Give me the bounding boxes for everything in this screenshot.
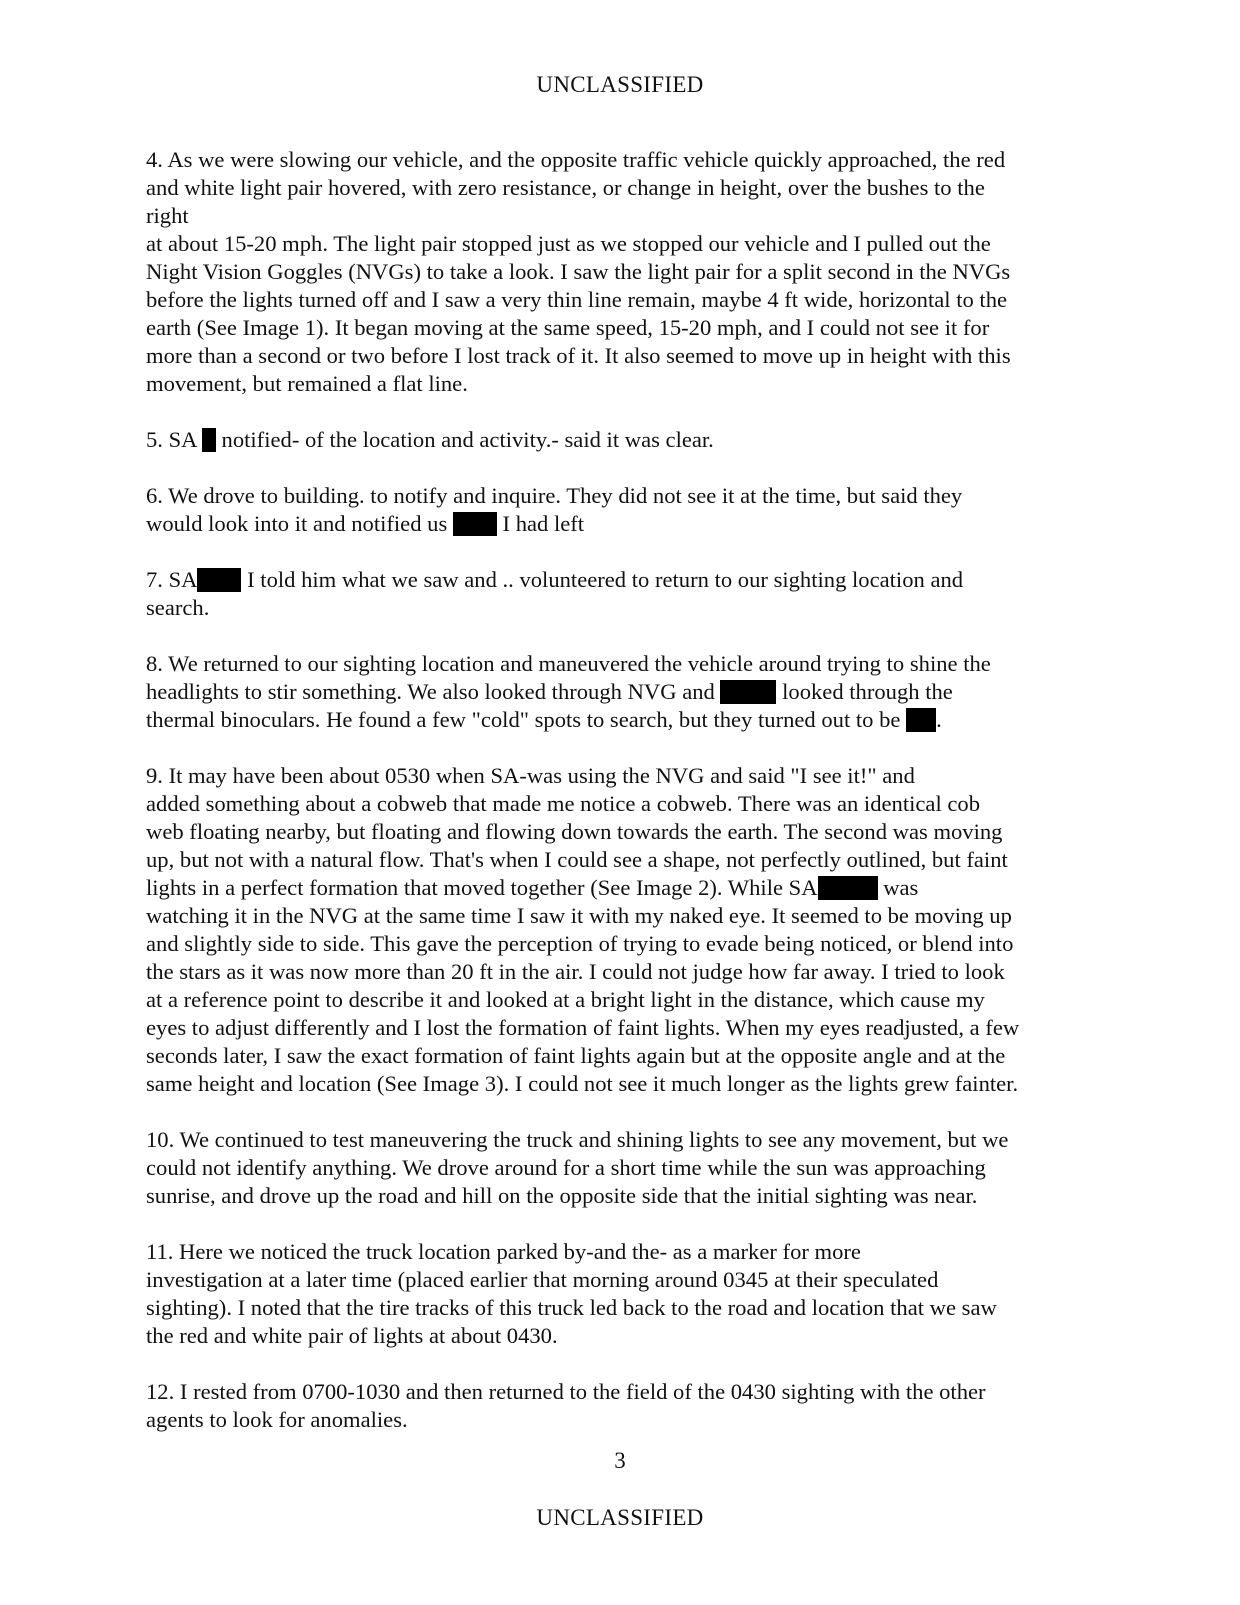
text-line: 9. It may have been about 0530 when SA-was using the NVG and said "I see it!" and <box>146 763 915 788</box>
text-line: more than a second or two before I lost track of it. It also seemed to move up in height with this <box>146 343 1011 368</box>
text-segment: 7. SA <box>146 567 198 592</box>
text-line: at a reference point to describe it and looked at a bright light in the distance, which cause my <box>146 987 985 1012</box>
text-segment: was <box>877 875 919 900</box>
text-line: sighting). I noted that the tire tracks of this truck led back to the road and location that we saw <box>146 1295 997 1320</box>
text-line <box>146 678 1096 706</box>
paragraph-11 <box>146 1238 1096 1350</box>
redaction-block <box>818 876 878 900</box>
text-line: and slightly side to side. This gave the perception of trying to evade being noticed, or blend into <box>146 931 1014 956</box>
paragraph-4 <box>146 146 1096 398</box>
paragraph-6 <box>146 482 1096 538</box>
text-segment: headlights to stir something. We also looked through NVG and <box>146 679 721 704</box>
text-line: 10. We continued to test maneuvering the truck and shining lights to see any movement, but we <box>146 1127 1009 1152</box>
text-line: and white light pair hovered, with zero resistance, or change in height, over the bushes to the <box>146 175 985 200</box>
text-line: web floating nearby, but floating and flowing down towards the earth. The second was moving <box>146 819 1003 844</box>
text-segment: . <box>936 707 942 732</box>
text-line: right <box>146 203 189 228</box>
classification-footer: UNCLASSIFIED <box>536 1505 704 1530</box>
text-line: Night Vision Goggles (NVGs) to take a look. I saw the light pair for a split second in the NVGs <box>146 259 1011 284</box>
text-line <box>146 706 1096 734</box>
text-line: watching it in the NVG at the same time I saw it with my naked eye. It seemed to be moving up <box>146 903 1012 928</box>
text-line <box>146 874 1096 902</box>
text-line: investigation at a later time (placed earlier that morning around 0345 at their speculated <box>146 1267 939 1292</box>
classification-header: UNCLASSIFIED <box>536 72 704 97</box>
text-line: could not identify anything. We drove around for a short time while the sun was approaching <box>146 1155 986 1180</box>
text-line: added something about a cobweb that made me notice a cobweb. There was an identical cob <box>146 791 980 816</box>
text-line: 8. We returned to our sighting location and maneuvered the vehicle around trying to shine the <box>146 651 991 676</box>
text-segment: looked through the <box>776 679 953 704</box>
paragraph-7 <box>146 566 1096 622</box>
text-segment: thermal binoculars. He found a few "cold" spots to search, but they turned out to be <box>146 707 907 732</box>
text-line: the red and white pair of lights at about 0430. <box>146 1323 558 1348</box>
text-line: 12. I rested from 0700-1030 and then returned to the field of the 0430 sighting with the other <box>146 1379 986 1404</box>
document-body <box>146 146 1096 1434</box>
text-line: 6. We drove to building. to notify and inquire. They did not see it at the time, but said they <box>146 483 963 508</box>
text-line: seconds later, I saw the exact formation of faint lights again but at the opposite angle and at the <box>146 1043 1006 1068</box>
page-number: 3 <box>614 1448 626 1473</box>
text-line: at about 15-20 mph. The light pair stopped just as we stopped our vehicle and I pulled out the <box>146 231 991 256</box>
paragraph-9 <box>146 762 1096 1098</box>
text-line: movement, but remained a flat line. <box>146 371 468 396</box>
text-line: sunrise, and drove up the road and hill on the opposite side that the initial sighting was near. <box>146 1183 978 1208</box>
redaction-block <box>906 708 936 732</box>
text-line: 11. Here we noticed the truck location parked by-and the- as a marker for more <box>146 1239 861 1264</box>
text-line <box>146 510 1096 538</box>
paragraph-12 <box>146 1378 1096 1434</box>
text-segment: would look into it and notified us <box>146 511 453 536</box>
text-segment: I had left <box>496 511 585 536</box>
paragraph-10 <box>146 1126 1096 1210</box>
text-line: 4. As we were slowing our vehicle, and the opposite traffic vehicle quickly approached, the red <box>146 147 1006 172</box>
redaction-block <box>202 428 216 452</box>
text-segment: notified- of the location and activity.- said it was clear. <box>215 427 714 452</box>
text-line: before the lights turned off and I saw a very thin line remain, maybe 4 ft wide, horizontal to the <box>146 287 1008 312</box>
text-line: search. <box>146 595 210 620</box>
text-line: the stars as it was now more than 20 ft in the air. I could not judge how far away. I tried to look <box>146 959 1005 984</box>
text-segment: I told him what we saw and .. volunteered to return to our sighting location and <box>241 567 964 592</box>
text-line: up, but not with a natural flow. That's when I could see a shape, not perfectly outlined, but faint <box>146 847 1008 872</box>
text-line <box>146 566 1096 594</box>
text-line: eyes to adjust differently and I lost the formation of faint lights. When my eyes readjusted, a few <box>146 1015 1020 1040</box>
text-line <box>146 426 1096 454</box>
redaction-block <box>453 512 497 536</box>
paragraph-8 <box>146 650 1096 734</box>
text-segment: 5. SA <box>146 427 202 452</box>
paragraph-5 <box>146 426 1096 454</box>
text-segment: lights in a perfect formation that moved together (See Image 2). While SA <box>146 875 818 900</box>
text-line: earth (See Image 1). It began moving at the same speed, 15-20 mph, and I could not see it for <box>146 315 990 340</box>
text-line: agents to look for anomalies. <box>146 1407 408 1432</box>
redaction-block <box>197 568 241 592</box>
text-line: same height and location (See Image 3). I could not see it much longer as the lights grew fainter. <box>146 1071 1019 1096</box>
redaction-block <box>720 680 776 704</box>
